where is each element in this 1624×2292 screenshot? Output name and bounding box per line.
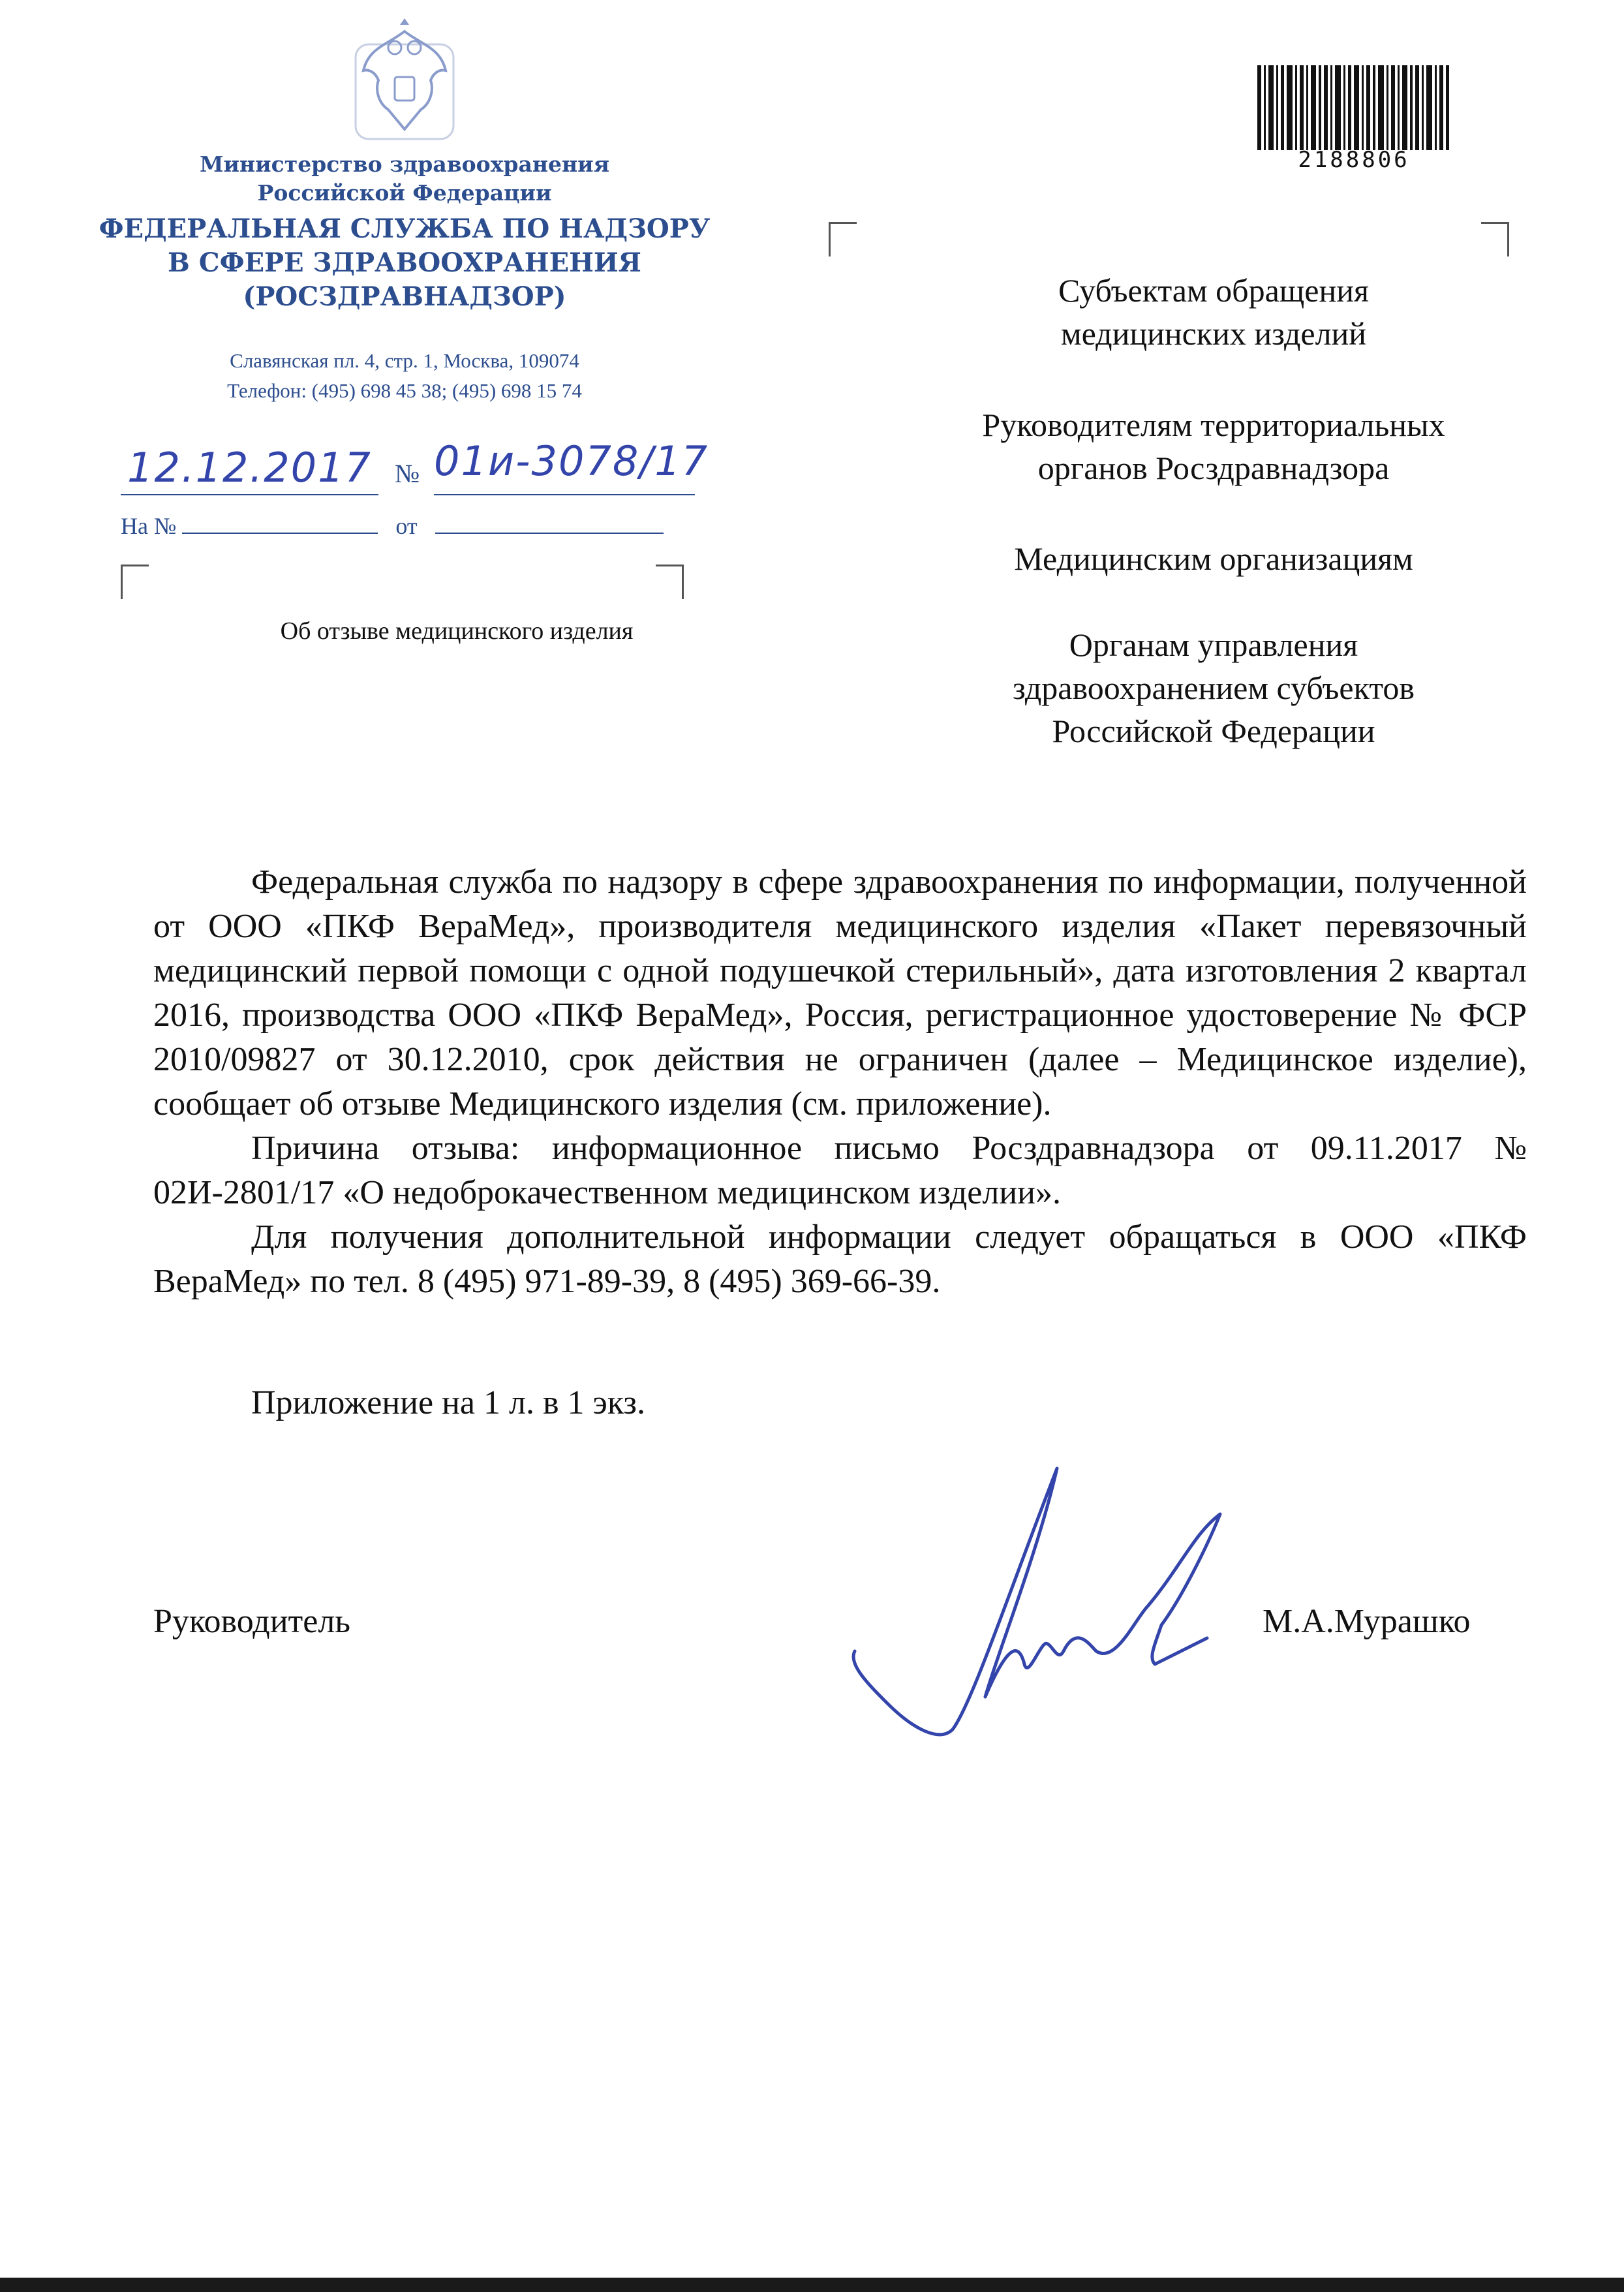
recipient-1: [887, 269, 1540, 355]
service-line-3: (РОСЗДРАВНАДЗОР): [243, 281, 566, 312]
recipient-3-line-1: Медицинским организациям: [1014, 540, 1413, 577]
service-name: [78, 212, 731, 314]
address-line: Славянская пл. 4, стр. 1, Москва, 109074: [230, 349, 579, 372]
reference-from-label: от: [395, 513, 418, 539]
ministry-line-2: Российской Федерации: [257, 180, 552, 206]
coat-of-arms-emblem: [349, 18, 460, 142]
scan-bottom-edge: [0, 2278, 1624, 2292]
body-paragraph-3: Для получения дополнительной информации следует обращаться в ООО «ПКФ ВераМед» по тел. 8 (495) 971-89-39, 8 (495) 369-66-39.: [153, 1218, 1527, 1300]
registration-underline: [121, 493, 773, 499]
bracket-recipients-left: [829, 222, 857, 256]
recipient-4-line-2: здравоохранением субъектов: [1012, 670, 1415, 706]
reference-date-blank: [435, 509, 664, 534]
recipient-2-line-1: Руководителям территориальных: [982, 407, 1445, 443]
recipient-4-line-3: Российской Федерации: [1052, 713, 1375, 749]
attachment-note: Приложение на 1 л. в 1 экз.: [251, 1384, 645, 1421]
letter-subject: Об отзыве медицинского изделия: [280, 617, 634, 645]
bracket-top-left: [121, 565, 149, 599]
signatory-title: Руководитель: [153, 1603, 350, 1640]
body-paragraph-1: Федеральная служба по надзору в сфере здравоохранения по информации, полученной от ООО «ПКФ ВераМед», производителя медицинского изделия «Пакет перевязочный медицинский первой помощи с одной подушечкой стерильный», дата изготовления 2 квартал 2016, производства ООО «ПКФ ВераМед», Россия, регистрационное удостоверение № ФСР 2010/09827 от 30.12.2010, срок действия не ограничен (далее – Медицинское изделие), сообщает об отзыве Медицинского изделия (см. приложение).: [153, 863, 1527, 1123]
registration-date: 12.12.2017: [127, 444, 372, 491]
bracket-top-right: [656, 565, 684, 599]
recipient-2-line-2: органов Росздравнадзора: [1037, 450, 1390, 486]
bracket-recipients-right: [1481, 222, 1509, 256]
registration-line: [121, 431, 806, 509]
barcode: [1256, 65, 1452, 150]
recipient-4-line-1: Органам управления: [1069, 627, 1358, 663]
reference-number-label: На №: [121, 513, 177, 539]
registration-number: 01и-3078/17: [434, 437, 709, 485]
reference-number-blank: [182, 509, 378, 534]
recipient-1-line-2: медицинских изделий: [1060, 315, 1367, 352]
body-paragraph-2: Причина отзыва: информационное письмо Росздравнадзора от 09.11.2017 № 02И-2801/17 «О недоброкачественном медицинском изделии».: [153, 1130, 1527, 1211]
barcode-number: 2188806: [1298, 147, 1410, 173]
phone-line: Телефон: (495) 698 45 38; (495) 698 15 74: [227, 379, 582, 402]
recipient-1-line-1: Субъектам обращения: [1058, 272, 1369, 309]
recipient-3: [887, 537, 1540, 580]
handwritten-signature: [842, 1455, 1259, 1756]
letter-body: [153, 860, 1527, 1304]
signatory-name: М.А.Мурашко: [1263, 1603, 1471, 1640]
recipient-2: [887, 403, 1540, 489]
service-address: [111, 346, 698, 406]
recipient-4: [887, 623, 1540, 752]
service-line-2: В СФЕРЕ ЗДРАВООХРАНЕНИЯ: [168, 247, 641, 278]
ministry-line-1: Министерство здравоохранения: [200, 151, 609, 177]
registration-number-sign: №: [395, 459, 420, 488]
service-line-1: ФЕДЕРАЛЬНАЯ СЛУЖБА ПО НАДЗОРУ: [99, 213, 711, 244]
reference-line: [121, 509, 708, 540]
ministry-name: [111, 150, 698, 208]
